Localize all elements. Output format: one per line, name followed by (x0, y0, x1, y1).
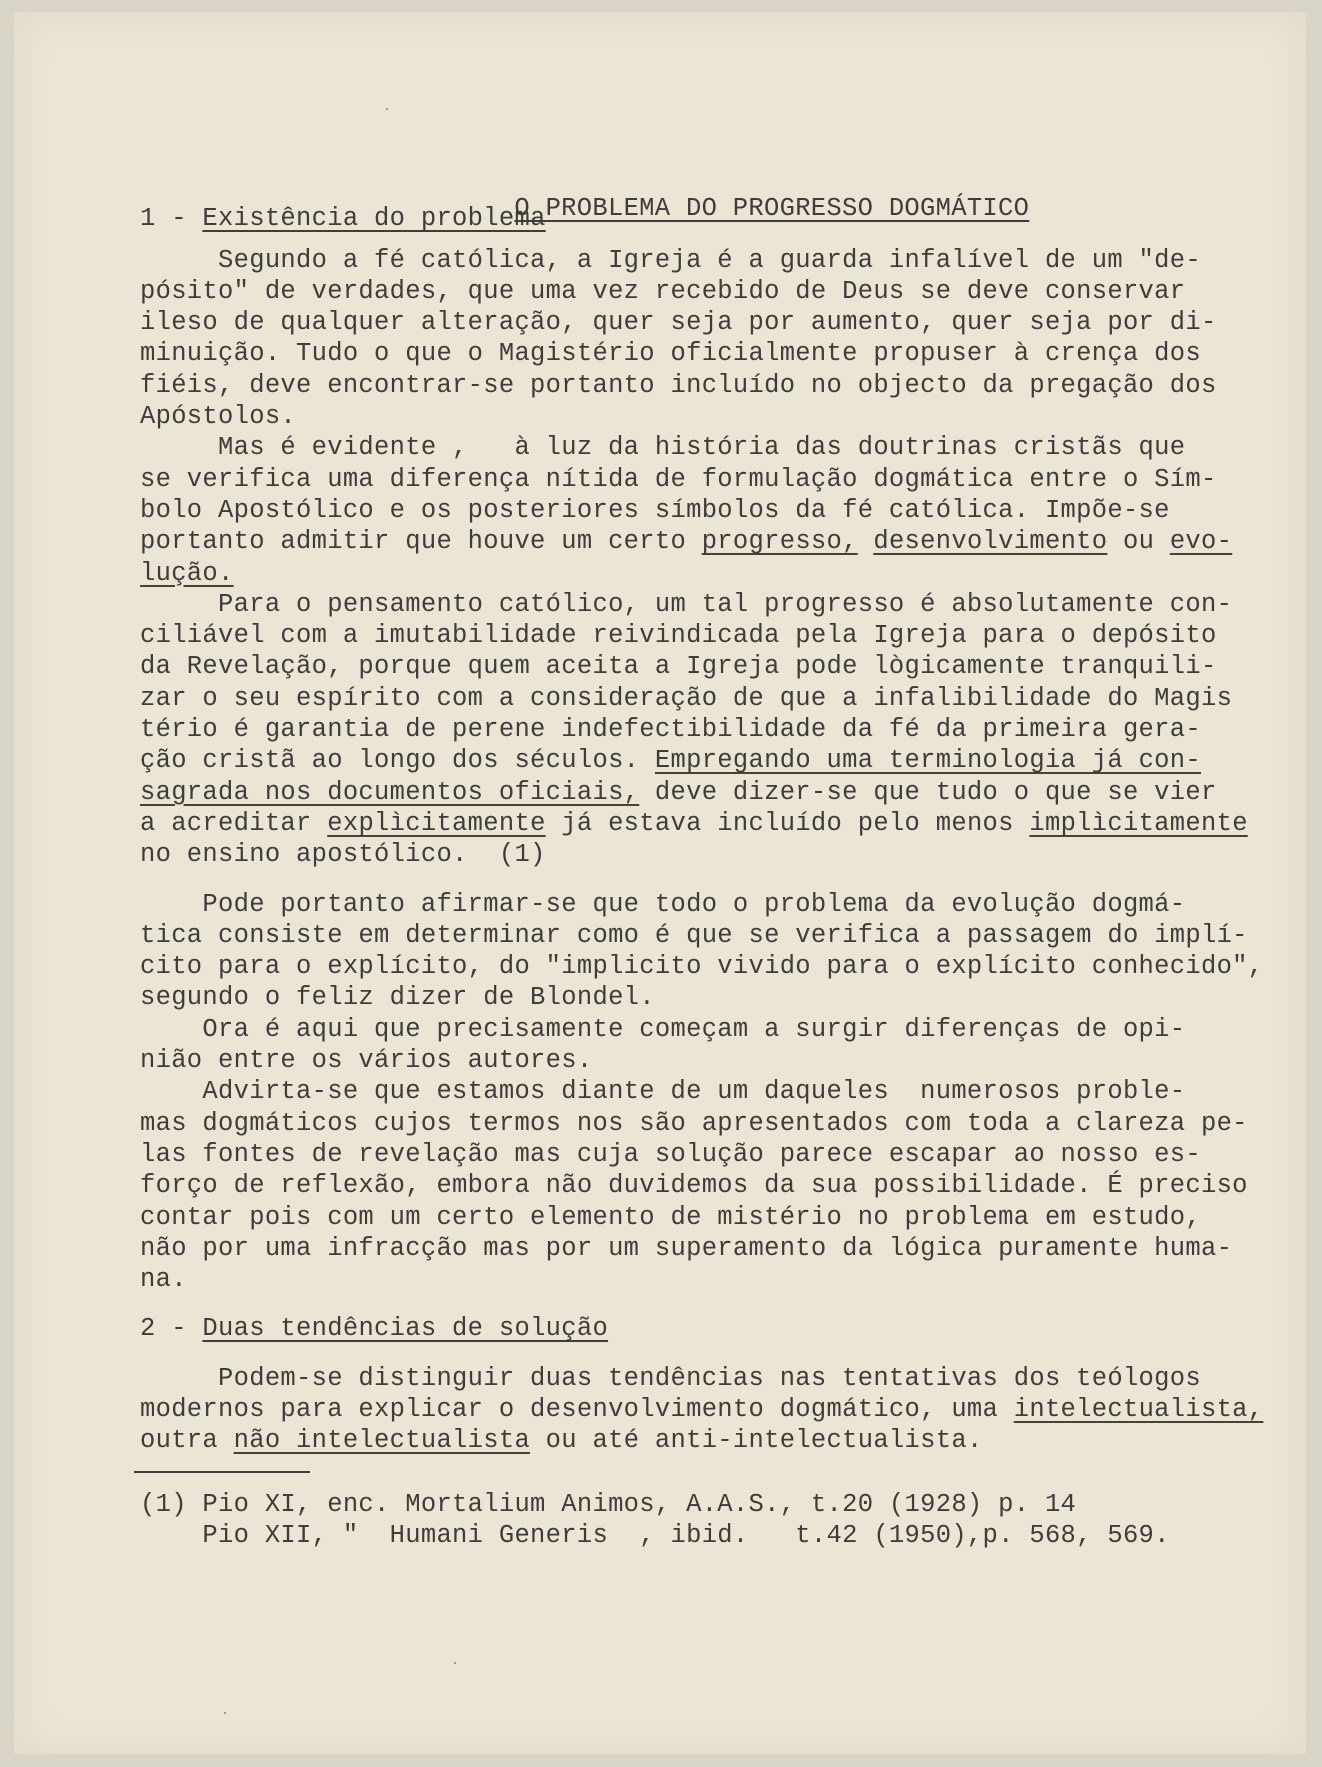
paper-sheet (14, 12, 1306, 1754)
text-run: modernos para explicar o desenvolvimento dogmático, uma (140, 1394, 1014, 1424)
text-run: a acreditar (140, 808, 328, 838)
text-line (140, 1202, 1280, 1233)
text-line (140, 683, 1280, 714)
text-run: ção cristã ao longo dos séculos. (140, 746, 655, 776)
text-line (140, 401, 1280, 432)
text-line (140, 982, 1280, 1013)
text-run: na. (140, 1265, 187, 1295)
text-line (140, 714, 1280, 745)
section-2-body (140, 1363, 1280, 1457)
text-run: tica consiste em determinar como é que se verifica a passagem do implí- (140, 920, 1248, 950)
text-line (140, 777, 1280, 808)
text-run: outra (140, 1426, 234, 1456)
footnote-separator (134, 1471, 310, 1473)
section-1-body (140, 245, 1280, 871)
underlined-phrase: evo- (1169, 527, 1233, 557)
text-line (140, 1233, 1280, 1264)
text-run: pósito" de verdades, que uma vez recebido de Deus se deve conservar (140, 276, 1186, 306)
text-run: bolo Apostólico e os posteriores símbolos da fé católica. Impõe-se (140, 495, 1170, 525)
text-run: mas dogmáticos cujos termos nos são apresentados com toda a clareza pe- (140, 1108, 1248, 1138)
text-run: Advirta-se que estamos diante de um daqueles numerosos proble- (140, 1077, 1186, 1107)
text-run: zar o seu espírito com a consideração de que a infalibilidade do Magis (140, 683, 1233, 713)
text-run (858, 527, 874, 556)
underlined-phrase: sagrada nos documentos oficiais, (140, 777, 640, 807)
text-line (140, 1264, 1280, 1295)
text-run: não por uma infracção mas por um superamento da lógica puramente huma- (140, 1233, 1233, 1263)
text-line (140, 589, 1280, 620)
paper-speck (224, 1712, 226, 1714)
underlined-phrase: lução. (140, 558, 234, 588)
document-title-text: O PROBLEMA DO PROGRESSO DOGMÁTICO (514, 194, 1030, 224)
text-run: Para o pensamento católico, um tal progresso é absolutamente con- (140, 589, 1233, 619)
underlined-phrase: intelectualista, (1013, 1394, 1264, 1424)
text-run: ou até anti-intelectualista. (530, 1426, 983, 1456)
text-run: forço de reflexão, embora não duvidemos da sua possibilidade. É preciso (140, 1171, 1248, 1201)
text-line (140, 1139, 1280, 1170)
text-run: Segundo a fé católica, a Igreja é a guarda infalível de um "de- (140, 245, 1201, 275)
text-run: no ensino apostólico. (1) (140, 840, 546, 870)
underlined-phrase: Empregando uma terminologia já con- (654, 746, 1201, 776)
text-run: contar pois com um certo elemento de mistério no problema em estudo, (140, 1202, 1201, 1232)
text-run: se verifica uma diferença nítida de formulação dogmática entre o Sím- (140, 464, 1217, 494)
text-line (140, 495, 1280, 526)
paper-speck (454, 1662, 456, 1664)
text-run: nião entre os vários autores. (140, 1046, 593, 1076)
text-line (140, 808, 1280, 839)
text-line (140, 245, 1280, 276)
text-line (140, 370, 1280, 401)
text-run: Pode portanto afirmar-se que todo o problema da evolução dogmá- (140, 889, 1186, 919)
text-run: tério é garantia de perene indefectibilidade da fé da primeira gera- (140, 715, 1201, 745)
text-line (140, 889, 1280, 920)
text-line (140, 651, 1280, 682)
text-run: da Revelação, porque quem aceita a Igreja pode lògicamente tranquili- (140, 652, 1217, 682)
text-run: ileso de qualquer alteração, quer seja por aumento, quer seja por di- (140, 308, 1217, 338)
text-line (140, 464, 1280, 495)
section-2-heading: 2 - Duas tendências de solução (140, 1314, 609, 1344)
text-run: ciliável com a imutabilidade reivindicada pela Igreja para o depósito (140, 621, 1217, 651)
text-line (140, 558, 1280, 589)
text-run: segundo o feliz dizer de Blondel. (140, 983, 655, 1013)
footnote-1: (1) Pio XI, enc. Mortalium Animos, A.A.S., t.20 (1928) p. 14 (140, 1489, 1077, 1519)
section-1-body-continued (140, 889, 1280, 1296)
text-line (140, 338, 1280, 369)
footnote-2: Pio XII, " Humani Generis , ibid. t.42 (1950),p. 568, 569. (140, 1520, 1170, 1550)
text-line (140, 1014, 1280, 1045)
text-line (140, 1363, 1280, 1394)
text-line (140, 432, 1280, 463)
text-line (140, 839, 1280, 870)
underlined-phrase: progresso, (701, 527, 858, 557)
text-run: deve dizer-se que tudo o que se vier (639, 777, 1217, 807)
text-run: Mas é evidente , à luz da história das doutrinas cristãs que (140, 433, 1186, 463)
text-run: Podem-se distinguir duas tendências nas tentativas dos teólogos (140, 1363, 1201, 1393)
text-run: portanto admitir que houve um certo (140, 527, 702, 557)
text-line (140, 526, 1280, 557)
text-line (140, 745, 1280, 776)
text-run: minuição. Tudo o que o Magistério oficialmente propuser à crença dos (140, 339, 1201, 369)
text-line (140, 1076, 1280, 1107)
text-run: fiéis, deve encontrar-se portanto incluído no objecto da pregação dos (140, 370, 1217, 400)
paper-speck (386, 108, 388, 110)
text-line (140, 307, 1280, 338)
underlined-phrase: explìcitamente (327, 808, 546, 838)
text-line (140, 1425, 1280, 1456)
text-run: Ora é aqui que precisamente começam a surgir diferenças de opi- (140, 1014, 1186, 1044)
text-run: las fontes de revelação mas cuja solução parece escapar ao nosso es- (140, 1139, 1201, 1169)
text-line (140, 1170, 1280, 1201)
text-line (140, 276, 1280, 307)
text-line (140, 1394, 1280, 1425)
section-1-heading: 1 - Existência do problema (140, 204, 546, 234)
underlined-phrase: desenvolvimento (873, 527, 1108, 557)
section-1-heading-text: Existência do problema (202, 204, 546, 234)
text-line (140, 620, 1280, 651)
text-run: já estava incluído pelo menos (545, 808, 1030, 838)
text-line (140, 951, 1280, 982)
text-run: ou (1107, 527, 1170, 557)
text-line (140, 1045, 1280, 1076)
section-2-heading-text: Duas tendências de solução (202, 1314, 609, 1344)
text-line (140, 920, 1280, 951)
underlined-phrase: implìcitamente (1029, 808, 1248, 838)
typed-document (140, 162, 1280, 1551)
text-line (140, 1108, 1280, 1139)
text-run: Apóstolos. (140, 402, 297, 432)
text-run: cito para o explícito, do "implicito vivido para o explícito conhecido", (140, 952, 1264, 982)
underlined-phrase: não intelectualista (233, 1426, 531, 1456)
